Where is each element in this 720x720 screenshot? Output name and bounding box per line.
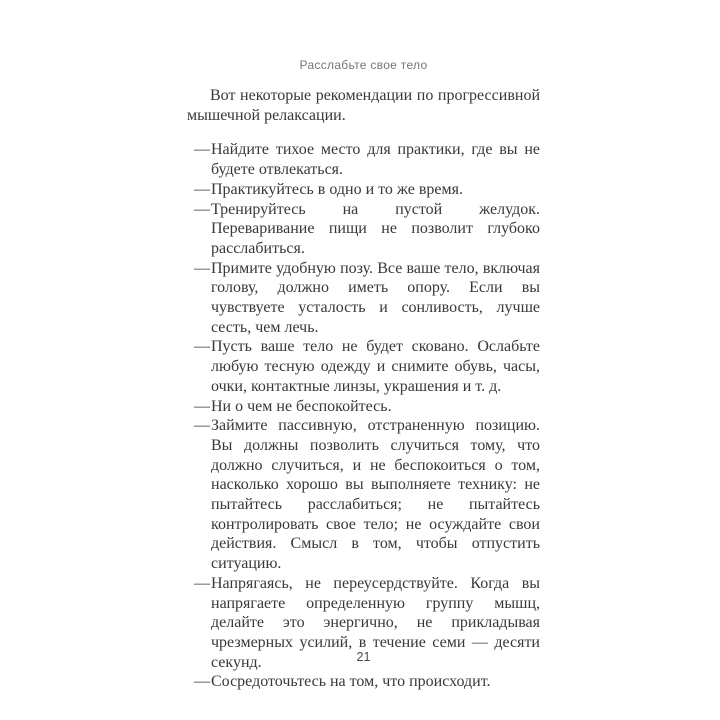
intro-paragraph: Вот некоторые рекомендации по прогрессивной мышечной релаксации. [187,87,540,124]
list-item-text: Примите удобную позу. Все ваше тело, включая голову, должно иметь опору. Если вы чувствуете усталость и сонливость, лучше сесть, чем лечь. [211,259,540,336]
list-item-text: Займите пассивную, отстраненную позицию. Вы должны позволить случиться тому, что должно случиться, и не беспокоиться о том, насколько хорошо вы выполняете технику: не пытайтесь расслабиться; не пытайтесь контролировать свое тело; не осуждайте свои действия. Смысл в том, чтобы отпустить ситуацию. [211,417,540,573]
list-item [194,416,540,574]
list-item-text: Практикуйтесь в одно и то же время. [211,180,463,198]
list-item-dash: — [194,574,210,592]
list-item [194,397,540,417]
recommendations-list [187,140,540,692]
list-item-dash: — [194,338,210,356]
list-item [194,337,540,396]
list-item-text: Сосредоточьтесь на том, что происходит. [211,673,491,691]
page-content [187,86,540,692]
running-head: Расслабьте свое тело [299,58,428,72]
list-item-dash: — [194,673,210,691]
list-item-dash: — [194,397,210,415]
list-item-text: Ни о чем не беспокойтесь. [211,397,392,415]
list-item [194,140,540,179]
list-item-text: Тренируйтесь на пустой желудок. Переваривание пищи не позволит глубоко расслабиться. [211,200,540,257]
list-item-dash: — [194,141,210,159]
list-item-dash: — [194,180,210,198]
page-number: 21 [356,650,371,664]
list-item-dash: — [194,259,210,277]
list-item-text: Напрягаясь, не переусердствуйте. Когда вы напрягаете определенную группу мышц, делайте это энергично, не прикладывая чрезмерных усилий, в течение семи — десяти секунд. [211,574,540,671]
list-item [194,180,540,200]
list-item [194,259,540,338]
list-item-dash: — [194,417,210,435]
list-item-dash: — [194,200,210,218]
list-item [194,672,540,692]
list-item-text: Найдите тихое место для практики, где вы не будете отвлекаться. [211,141,540,179]
list-item [194,200,540,259]
list-item-text: Пусть ваше тело не будет сковано. Ослабьте любую тесную одежду и снимите обувь, часы, очки, контактные линзы, украшения и т. д. [211,338,540,395]
